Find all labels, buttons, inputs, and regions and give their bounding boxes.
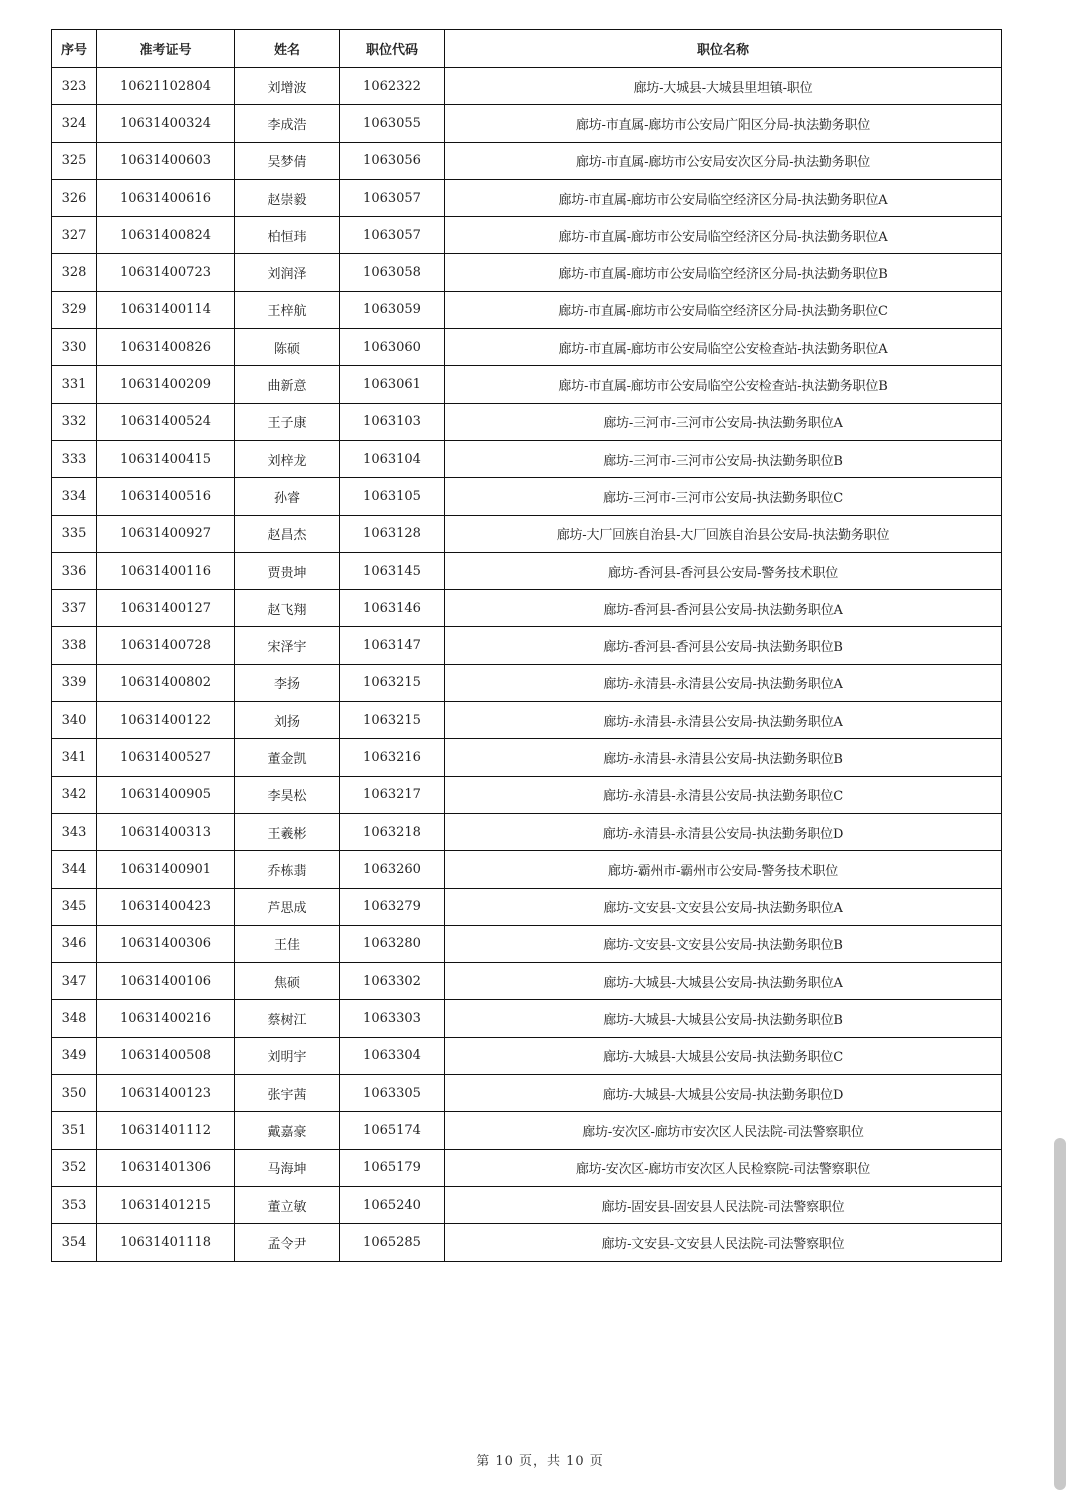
cell-position-code: 1063103 xyxy=(340,403,445,440)
cell-position-code: 1062322 xyxy=(340,68,445,105)
cell-position-code: 1063216 xyxy=(340,739,445,776)
cell-position-code: 1063146 xyxy=(340,590,445,627)
cell-position-code: 1063305 xyxy=(340,1075,445,1112)
cell-position-name: 廊坊-大厂回族自治县-大厂回族自治县公安局-执法勤务职位 xyxy=(445,515,1002,552)
results-table xyxy=(51,29,1002,1262)
cell-seq: 329 xyxy=(52,291,97,328)
cell-position-code: 1063145 xyxy=(340,552,445,589)
cell-exam-number: 10631401215 xyxy=(97,1186,235,1223)
cell-position-name: 廊坊-大城县-大城县公安局-执法勤务职位B xyxy=(445,1000,1002,1037)
cell-position-name: 廊坊-三河市-三河市公安局-执法勤务职位B xyxy=(445,440,1002,477)
cell-exam-number: 10631400114 xyxy=(97,291,235,328)
results-table-container xyxy=(51,29,1002,1262)
cell-seq: 335 xyxy=(52,515,97,552)
cell-name: 孙睿 xyxy=(235,478,340,515)
cell-position-name: 廊坊-市直属-廊坊市公安局临空经济区分局-执法勤务职位B xyxy=(445,254,1002,291)
cell-exam-number: 10631400723 xyxy=(97,254,235,291)
cell-position-name: 廊坊-三河市-三河市公安局-执法勤务职位A xyxy=(445,403,1002,440)
cell-name: 王羲彬 xyxy=(235,813,340,850)
cell-name: 李昊松 xyxy=(235,776,340,813)
cell-name: 赵崇毅 xyxy=(235,179,340,216)
table-row xyxy=(52,440,1002,477)
cell-seq: 324 xyxy=(52,105,97,142)
table-row xyxy=(52,664,1002,701)
cell-seq: 333 xyxy=(52,440,97,477)
page-footer: 第 10 页，共 10 页 xyxy=(476,1454,604,1469)
cell-name: 马海坤 xyxy=(235,1149,340,1186)
cell-position-code: 1063260 xyxy=(340,851,445,888)
table-body xyxy=(52,68,1002,1262)
cell-position-code: 1063302 xyxy=(340,963,445,1000)
cell-position-code: 1063057 xyxy=(340,179,445,216)
cell-position-code: 1063055 xyxy=(340,105,445,142)
table-row xyxy=(52,68,1002,105)
cell-name: 曲新意 xyxy=(235,366,340,403)
cell-seq: 325 xyxy=(52,142,97,179)
cell-position-name: 廊坊-市直属-廊坊市公安局临空经济区分局-执法勤务职位C xyxy=(445,291,1002,328)
cell-exam-number: 10631400905 xyxy=(97,776,235,813)
cell-position-name: 廊坊-永清县-永清县公安局-执法勤务职位C xyxy=(445,776,1002,813)
cell-name: 刘扬 xyxy=(235,702,340,739)
cell-seq: 343 xyxy=(52,813,97,850)
cell-name: 董立敏 xyxy=(235,1186,340,1223)
table-row xyxy=(52,403,1002,440)
table-row xyxy=(52,142,1002,179)
cell-exam-number: 10631400216 xyxy=(97,1000,235,1037)
table-row xyxy=(52,1000,1002,1037)
cell-seq: 336 xyxy=(52,552,97,589)
cell-name: 吴梦倩 xyxy=(235,142,340,179)
cell-exam-number: 10631400728 xyxy=(97,627,235,664)
table-row xyxy=(52,627,1002,664)
cell-exam-number: 10631400824 xyxy=(97,217,235,254)
table-row xyxy=(52,739,1002,776)
cell-seq: 327 xyxy=(52,217,97,254)
table-row xyxy=(52,1112,1002,1149)
header-seq: 序号 xyxy=(52,30,97,68)
cell-seq: 341 xyxy=(52,739,97,776)
cell-position-code: 1063303 xyxy=(340,1000,445,1037)
cell-position-code: 1063056 xyxy=(340,142,445,179)
cell-name: 乔栋翡 xyxy=(235,851,340,888)
table-row xyxy=(52,1224,1002,1261)
cell-name: 焦硕 xyxy=(235,963,340,1000)
cell-name: 赵飞翔 xyxy=(235,590,340,627)
cell-name: 贾贵坤 xyxy=(235,552,340,589)
cell-position-name: 廊坊-安次区-廊坊市安次区人民法院-司法警察职位 xyxy=(445,1112,1002,1149)
cell-position-name: 廊坊-大城县-大城县里坦镇-职位 xyxy=(445,68,1002,105)
table-row xyxy=(52,515,1002,552)
cell-position-code: 1063217 xyxy=(340,776,445,813)
cell-seq: 338 xyxy=(52,627,97,664)
table-header-row xyxy=(52,30,1002,68)
cell-seq: 337 xyxy=(52,590,97,627)
cell-exam-number: 10621102804 xyxy=(97,68,235,105)
cell-seq: 330 xyxy=(52,329,97,366)
cell-exam-number: 10631400123 xyxy=(97,1075,235,1112)
table-row xyxy=(52,776,1002,813)
table-row xyxy=(52,366,1002,403)
cell-position-name: 廊坊-固安县-固安县人民法院-司法警察职位 xyxy=(445,1186,1002,1223)
cell-position-name: 廊坊-大城县-大城县公安局-执法勤务职位A xyxy=(445,963,1002,1000)
cell-exam-number: 10631400209 xyxy=(97,366,235,403)
cell-position-name: 廊坊-市直属-廊坊市公安局临空经济区分局-执法勤务职位A xyxy=(445,217,1002,254)
table-row xyxy=(52,478,1002,515)
cell-position-name: 廊坊-文安县-文安县人民法院-司法警察职位 xyxy=(445,1224,1002,1261)
cell-position-code: 1065174 xyxy=(340,1112,445,1149)
cell-position-name: 廊坊-香河县-香河县公安局-执法勤务职位B xyxy=(445,627,1002,664)
cell-position-name: 廊坊-大城县-大城县公安局-执法勤务职位D xyxy=(445,1075,1002,1112)
cell-position-code: 1063059 xyxy=(340,291,445,328)
cell-position-name: 廊坊-市直属-廊坊市公安局临空公安检查站-执法勤务职位A xyxy=(445,329,1002,366)
cell-name: 陈硕 xyxy=(235,329,340,366)
cell-name: 蔡树江 xyxy=(235,1000,340,1037)
cell-position-name: 廊坊-市直属-廊坊市公安局广阳区分局-执法勤务职位 xyxy=(445,105,1002,142)
cell-position-code: 1063279 xyxy=(340,888,445,925)
cell-name: 刘增波 xyxy=(235,68,340,105)
cell-exam-number: 10631400927 xyxy=(97,515,235,552)
cell-position-code: 1063128 xyxy=(340,515,445,552)
cell-seq: 352 xyxy=(52,1149,97,1186)
cell-seq: 323 xyxy=(52,68,97,105)
cell-position-name: 廊坊-市直属-廊坊市公安局安次区分局-执法勤务职位 xyxy=(445,142,1002,179)
cell-position-code: 1063218 xyxy=(340,813,445,850)
cell-exam-number: 10631400802 xyxy=(97,664,235,701)
cell-seq: 348 xyxy=(52,1000,97,1037)
cell-name: 戴嘉豪 xyxy=(235,1112,340,1149)
cell-exam-number: 10631400616 xyxy=(97,179,235,216)
cell-name: 芦思成 xyxy=(235,888,340,925)
cell-seq: 332 xyxy=(52,403,97,440)
cell-position-code: 1063280 xyxy=(340,925,445,962)
cell-position-name: 廊坊-市直属-廊坊市公安局临空公安检查站-执法勤务职位B xyxy=(445,366,1002,403)
cell-name: 赵昌杰 xyxy=(235,515,340,552)
cell-name: 董金凯 xyxy=(235,739,340,776)
cell-name: 张宇茜 xyxy=(235,1075,340,1112)
cell-name: 柏恒玮 xyxy=(235,217,340,254)
cell-exam-number: 10631400313 xyxy=(97,813,235,850)
cell-exam-number: 10631400306 xyxy=(97,925,235,962)
cell-position-name: 廊坊-文安县-文安县公安局-执法勤务职位B xyxy=(445,925,1002,962)
cell-seq: 353 xyxy=(52,1186,97,1223)
cell-position-code: 1065240 xyxy=(340,1186,445,1223)
cell-name: 刘明宇 xyxy=(235,1037,340,1074)
cell-position-name: 廊坊-香河县-香河县公安局-警务技术职位 xyxy=(445,552,1002,589)
cell-position-code: 1063061 xyxy=(340,366,445,403)
cell-position-name: 廊坊-霸州市-霸州市公安局-警务技术职位 xyxy=(445,851,1002,888)
cell-position-code: 1063105 xyxy=(340,478,445,515)
cell-position-code: 1063104 xyxy=(340,440,445,477)
cell-seq: 334 xyxy=(52,478,97,515)
cell-position-code: 1065285 xyxy=(340,1224,445,1261)
cell-seq: 349 xyxy=(52,1037,97,1074)
cell-seq: 354 xyxy=(52,1224,97,1261)
header-exam-number: 准考证号 xyxy=(97,30,235,68)
table-row xyxy=(52,888,1002,925)
cell-name: 王梓航 xyxy=(235,291,340,328)
header-position-name: 职位名称 xyxy=(445,30,1002,68)
table-row xyxy=(52,963,1002,1000)
table-row xyxy=(52,1075,1002,1112)
cell-seq: 326 xyxy=(52,179,97,216)
table-row xyxy=(52,217,1002,254)
cell-seq: 339 xyxy=(52,664,97,701)
cell-position-name: 廊坊-市直属-廊坊市公安局临空经济区分局-执法勤务职位A xyxy=(445,179,1002,216)
cell-seq: 331 xyxy=(52,366,97,403)
cell-name: 刘梓龙 xyxy=(235,440,340,477)
header-name: 姓名 xyxy=(235,30,340,68)
table-row xyxy=(52,1037,1002,1074)
cell-seq: 344 xyxy=(52,851,97,888)
cell-exam-number: 10631400603 xyxy=(97,142,235,179)
cell-seq: 346 xyxy=(52,925,97,962)
table-row xyxy=(52,105,1002,142)
cell-seq: 351 xyxy=(52,1112,97,1149)
table-row xyxy=(52,851,1002,888)
cell-position-code: 1063060 xyxy=(340,329,445,366)
table-row xyxy=(52,291,1002,328)
cell-seq: 347 xyxy=(52,963,97,1000)
table-row xyxy=(52,590,1002,627)
cell-seq: 350 xyxy=(52,1075,97,1112)
cell-exam-number: 10631400324 xyxy=(97,105,235,142)
cell-position-name: 廊坊-永清县-永清县公安局-执法勤务职位A xyxy=(445,664,1002,701)
header-position-code: 职位代码 xyxy=(340,30,445,68)
cell-name: 王子康 xyxy=(235,403,340,440)
table-row xyxy=(52,552,1002,589)
cell-seq: 340 xyxy=(52,702,97,739)
cell-position-name: 廊坊-大城县-大城县公安局-执法勤务职位C xyxy=(445,1037,1002,1074)
cell-exam-number: 10631400527 xyxy=(97,739,235,776)
cell-position-name: 廊坊-永清县-永清县公安局-执法勤务职位A xyxy=(445,702,1002,739)
cell-exam-number: 10631400122 xyxy=(97,702,235,739)
table-row xyxy=(52,179,1002,216)
cell-position-code: 1065179 xyxy=(340,1149,445,1186)
cell-position-name: 廊坊-安次区-廊坊市安次区人民检察院-司法警察职位 xyxy=(445,1149,1002,1186)
cell-name: 孟令尹 xyxy=(235,1224,340,1261)
cell-position-code: 1063304 xyxy=(340,1037,445,1074)
cell-exam-number: 10631400106 xyxy=(97,963,235,1000)
scrollbar-thumb[interactable] xyxy=(1054,1138,1066,1490)
cell-name: 刘润泽 xyxy=(235,254,340,291)
cell-exam-number: 10631401112 xyxy=(97,1112,235,1149)
cell-position-name: 廊坊-香河县-香河县公安局-执法勤务职位A xyxy=(445,590,1002,627)
cell-exam-number: 10631400423 xyxy=(97,888,235,925)
cell-exam-number: 10631400826 xyxy=(97,329,235,366)
cell-position-code: 1063058 xyxy=(340,254,445,291)
cell-position-code: 1063215 xyxy=(340,664,445,701)
cell-seq: 342 xyxy=(52,776,97,813)
table-row xyxy=(52,925,1002,962)
cell-position-name: 廊坊-文安县-文安县公安局-执法勤务职位A xyxy=(445,888,1002,925)
table-row xyxy=(52,702,1002,739)
cell-exam-number: 10631400524 xyxy=(97,403,235,440)
cell-name: 王佳 xyxy=(235,925,340,962)
cell-exam-number: 10631400901 xyxy=(97,851,235,888)
cell-position-code: 1063057 xyxy=(340,217,445,254)
cell-exam-number: 10631400508 xyxy=(97,1037,235,1074)
cell-position-name: 廊坊-永清县-永清县公安局-执法勤务职位B xyxy=(445,739,1002,776)
cell-exam-number: 10631400116 xyxy=(97,552,235,589)
cell-position-code: 1063215 xyxy=(340,702,445,739)
cell-exam-number: 10631400516 xyxy=(97,478,235,515)
cell-position-name: 廊坊-永清县-永清县公安局-执法勤务职位D xyxy=(445,813,1002,850)
cell-name: 宋泽宇 xyxy=(235,627,340,664)
cell-seq: 345 xyxy=(52,888,97,925)
table-row xyxy=(52,1186,1002,1223)
cell-seq: 328 xyxy=(52,254,97,291)
cell-position-code: 1063147 xyxy=(340,627,445,664)
cell-exam-number: 10631400415 xyxy=(97,440,235,477)
cell-exam-number: 10631401118 xyxy=(97,1224,235,1261)
cell-exam-number: 10631401306 xyxy=(97,1149,235,1186)
cell-position-name: 廊坊-三河市-三河市公安局-执法勤务职位C xyxy=(445,478,1002,515)
table-row xyxy=(52,254,1002,291)
table-row xyxy=(52,1149,1002,1186)
cell-exam-number: 10631400127 xyxy=(97,590,235,627)
cell-name: 李扬 xyxy=(235,664,340,701)
cell-name: 李成浩 xyxy=(235,105,340,142)
table-row xyxy=(52,813,1002,850)
table-row xyxy=(52,329,1002,366)
